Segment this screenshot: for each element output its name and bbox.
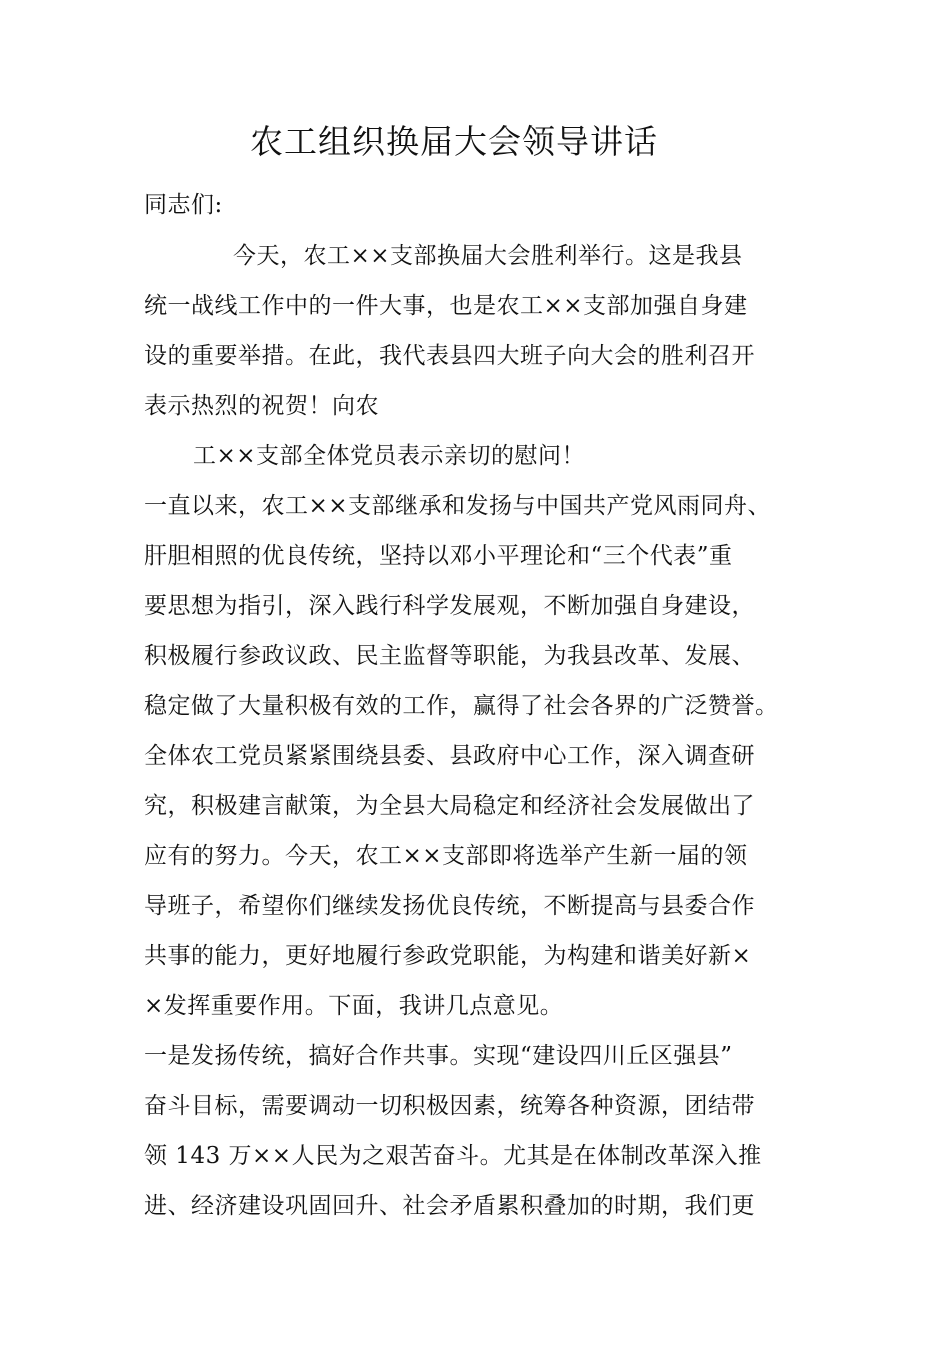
text-line: 导班子，希望你们继续发扬优良传统，不断提高与县委合作	[144, 893, 755, 919]
text-line: 究，积极建言献策，为全县大局稳定和经济社会发展做出了	[144, 793, 755, 819]
text-line: 稳定做了大量积极有效的工作，赢得了社会各界的广泛赞誉。	[144, 693, 779, 719]
document-title: 农工组织换届大会领导讲话	[250, 122, 658, 161]
text-line: 一是发扬传统，搞好合作共事。实现“建设四川丘区强县”	[144, 1043, 733, 1069]
text-line: 工××支部全体党员表示亲切的慰问！	[193, 443, 586, 469]
text-line: ×发挥重要作用。下面，我讲几点意见。	[144, 993, 564, 1019]
text-line: 一直以来，农工××支部继承和发扬与中国共产党风雨同舟、	[144, 493, 772, 519]
text-line: 全体农工党员紧紧围绕县委、县政府中心工作，深入调查研	[144, 743, 755, 769]
text-line: 统一战线工作中的一件大事，也是农工××支部加强自身建	[144, 293, 748, 319]
text-line: 进、经济建设巩固回升、社会矛盾累积叠加的时期，我们更	[144, 1193, 755, 1219]
text-line: 表示热烈的祝贺！向农	[144, 393, 379, 419]
text-line: 应有的努力。今天，农工××支部即将选举产生新一届的领	[144, 843, 748, 869]
text-line: 设的重要举措。在此，我代表县四大班子向大会的胜利召开	[144, 343, 755, 369]
salutation: 同志们:	[144, 192, 223, 218]
text-line: 要思想为指引，深入践行科学发展观，不断加强自身建设，	[144, 593, 755, 619]
text-line: 积极履行参政议政、民主监督等职能，为我县改革、发展、	[144, 643, 755, 669]
text-line: 领 143 万××人民为之艰苦奋斗。尤其是在体制改革深入推	[144, 1143, 762, 1169]
text-line: 奋斗目标，需要调动一切积极因素，统筹各种资源，团结带	[144, 1093, 755, 1119]
text-line: 肝胆相照的优良传统，坚持以邓小平理论和“三个代表”重	[144, 543, 733, 569]
text-line: 共事的能力，更好地履行参政党职能，为构建和谐美好新×	[144, 943, 752, 969]
text-line: 今天，农工××支部换届大会胜利举行。这是我县	[233, 243, 743, 269]
